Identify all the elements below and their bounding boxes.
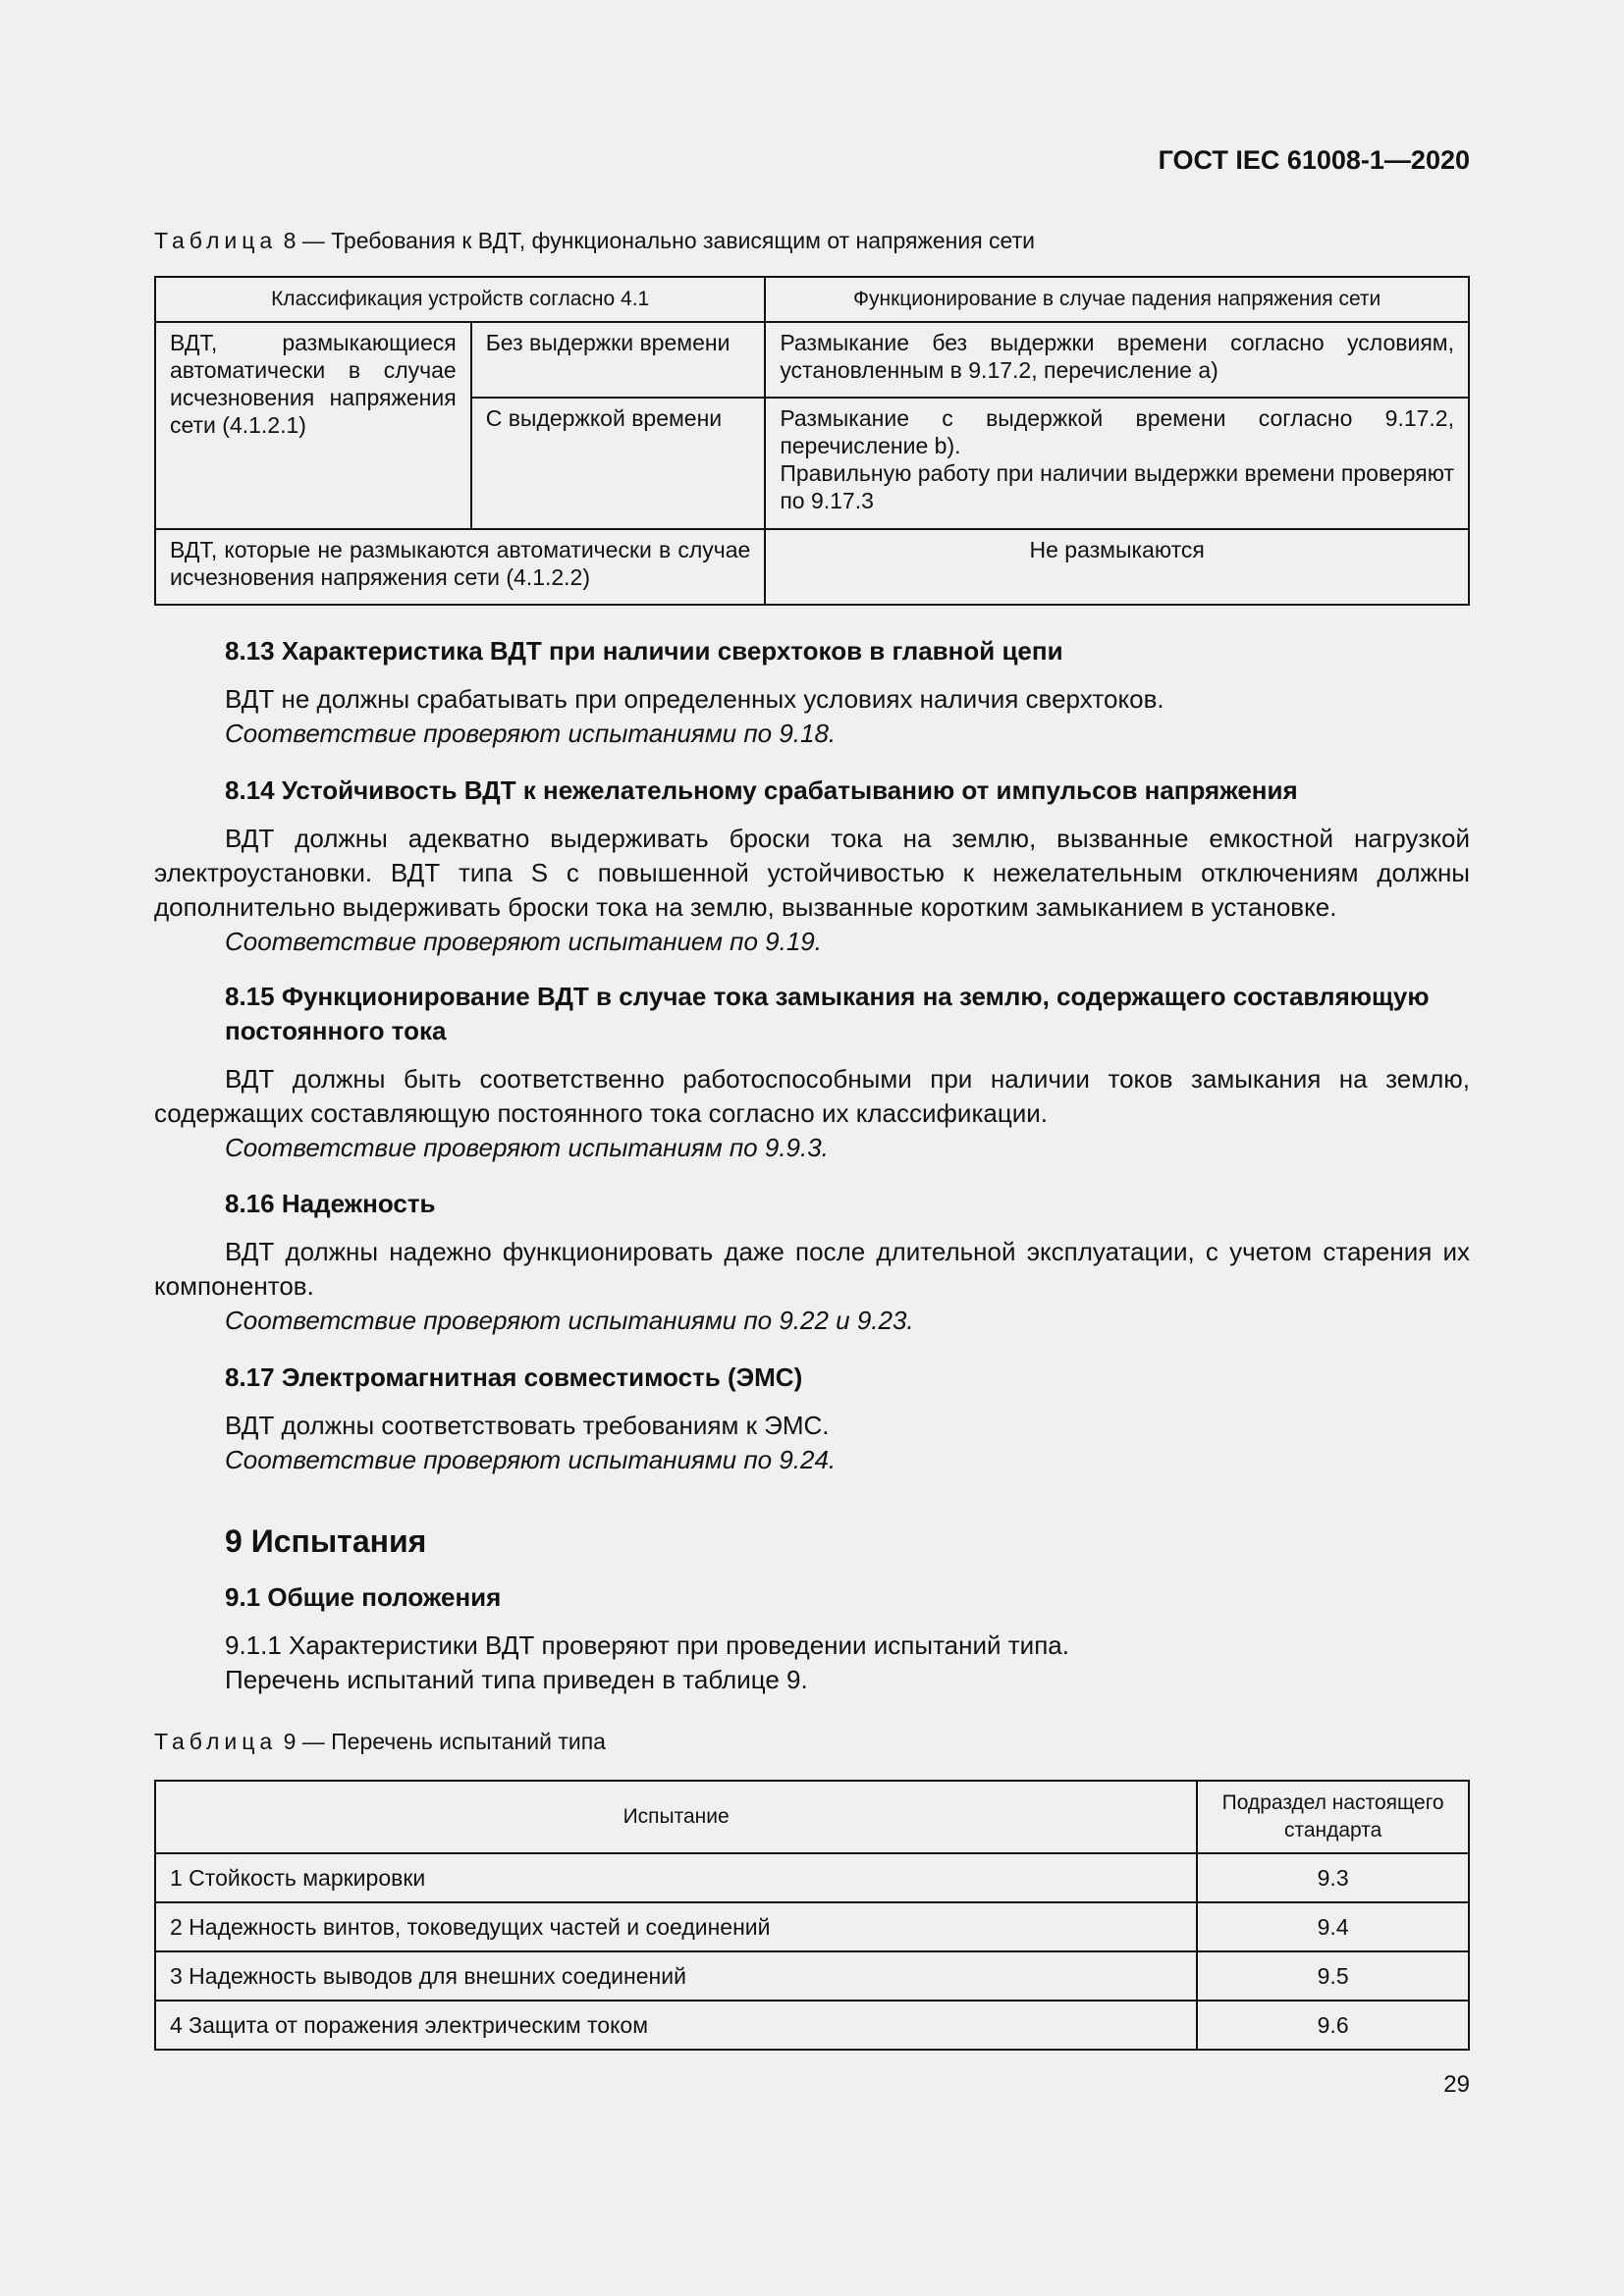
table8-row1b-sub: С выдержкой времени [471,398,766,529]
table8-row2-func: Не размыкаются [765,529,1469,605]
section-8-17 [0,1361,1624,1477]
table8-caption [154,228,1035,254]
section-8-15 [0,980,1624,1165]
table8-row1-group: ВДТ, размыкающиеся автоматически в случае исчезновения напряжения сети (4.1.2.1) [155,322,471,529]
section-8-15-heading: 8.15 Функционирование ВДТ в случае тока замыкания на землю, содержащего составляющую постоянного тока [225,982,1430,1045]
table8-caption-text: 8 — Требования к ВДТ, функционально зависящим от напряжения сети [277,228,1035,253]
section-8-14-compliance: Соответствие проверяют испытанием по 9.19. [225,927,822,956]
table8-row1a [155,322,1469,398]
section-8-17-heading: 8.17 Электромагнитная совместимость (ЭМС) [225,1362,803,1392]
table8-row1a-func: Размыкание без выдержки времени согласно условиям, установленным в 9.17.2, перечисление a) [765,322,1469,398]
table8-row1b-func [765,398,1469,529]
table9-col-test: Испытание [155,1781,1197,1853]
table8-col-classification: Классификация устройств согласно 4.1 [155,277,765,322]
table9-row-test: 2 Надежность винтов, токоведущих частей и соединений [155,1902,1197,1951]
table-row [155,1902,1469,1951]
table8 [154,276,1470,606]
table8-row1a-sub: Без выдержки времени [471,322,766,398]
section-8-15-compliance: Соответствие проверяют испытаниям по 9.9.3. [225,1133,829,1162]
table9-caption [154,1729,606,1755]
table9-caption-label: Таблица [154,1729,278,1754]
table9-row-subsection: 9.4 [1197,1902,1469,1951]
table9-caption-text: 9 — Перечень испытаний типа [277,1729,606,1754]
table8-row1b-func-line1: Размыкание с выдержкой времени согласно 9.17.2, перечисление b). [780,405,1454,458]
table-row [155,1853,1469,1902]
section-8-14-text: ВДТ должны адекватно выдерживать броски тока на землю, вызванные емкостной нагрузкой электроустановки. ВДТ типа S с повышенной устойчивостью к нежелательным отключениям должны дополнительно выдерживать броски тока на землю, вызванные коротким замыканием в установке. [154,824,1470,922]
section-9-1-1-text2: Перечень испытаний типа приведен в таблице 9. [225,1665,808,1694]
section-8-17-text: ВДТ должны соответствовать требованиям к ЭМС. [225,1411,830,1440]
table9-col-subsection: Подраздел настоящего стандарта [1197,1781,1469,1853]
section-9-heading: 9 Испытания [225,1523,427,1559]
section-9 [0,1522,1624,1697]
table8-row2-group: ВДТ, которые не размыкаются автоматически в случае исчезновения напряжения сети (4.1.2.2) [155,529,765,605]
section-8-14 [0,774,1624,959]
table9-row-subsection: 9.6 [1197,2001,1469,2050]
table8-col-function: Функционирование в случае падения напряжения сети [765,277,1469,322]
table8-caption-label: Таблица [154,228,278,253]
table9-row-subsection: 9.3 [1197,1853,1469,1902]
section-9-1-heading: 9.1 Общие положения [225,1582,502,1612]
table8-row1b-func-line2: Правильную работу при наличии выдержки времени проверяют по 9.17.3 [780,460,1454,513]
document-code: ГОСТ IEC 61008-1—2020 [1158,145,1470,175]
table9-row-test: 4 Защита от поражения электрическим током [155,2001,1197,2050]
table9 [154,1780,1470,2051]
section-8-13-heading: 8.13 Характеристика ВДТ при наличии сверхтоков в главной цепи [225,636,1063,666]
section-8-16-compliance: Соответствие проверяют испытаниями по 9.22 и 9.23. [225,1306,914,1335]
section-8-16-text: ВДТ должны надежно функционировать даже после длительной эксплуатации, с учетом старения их компонентов. [154,1237,1470,1301]
table8-header-row [155,277,1469,322]
section-8-14-heading: 8.14 Устойчивость ВДТ к нежелательному срабатыванию от импульсов напряжения [225,775,1298,805]
section-8-17-compliance: Соответствие проверяют испытаниями по 9.24. [225,1445,837,1474]
table9-row-test: 1 Стойкость маркировки [155,1853,1197,1902]
table9-header-row [155,1781,1469,1853]
table-row [155,2001,1469,2050]
table8-row2 [155,529,1469,605]
section-8-13-text: ВДТ не должны срабатывать при определенных условиях наличия сверхтоков. [225,684,1164,714]
table9-row-test: 3 Надежность выводов для внешних соединений [155,1951,1197,2001]
section-8-13 [0,634,1624,751]
table9-row-subsection: 9.5 [1197,1951,1469,2001]
section-9-1-1-text: 9.1.1 Характеристики ВДТ проверяют при проведении испытаний типа. [225,1630,1069,1660]
section-8-16-heading: 8.16 Надежность [225,1189,436,1218]
section-8-13-compliance: Соответствие проверяют испытаниями по 9.18. [225,719,837,748]
table-row [155,1951,1469,2001]
page-number: 29 [1443,2071,1470,2098]
section-8-15-text: ВДТ должны быть соответственно работоспособными при наличии токов замыкания на землю, содержащих составляющую постоянного тока согласно их классификации. [154,1064,1470,1128]
section-8-16 [0,1187,1624,1338]
